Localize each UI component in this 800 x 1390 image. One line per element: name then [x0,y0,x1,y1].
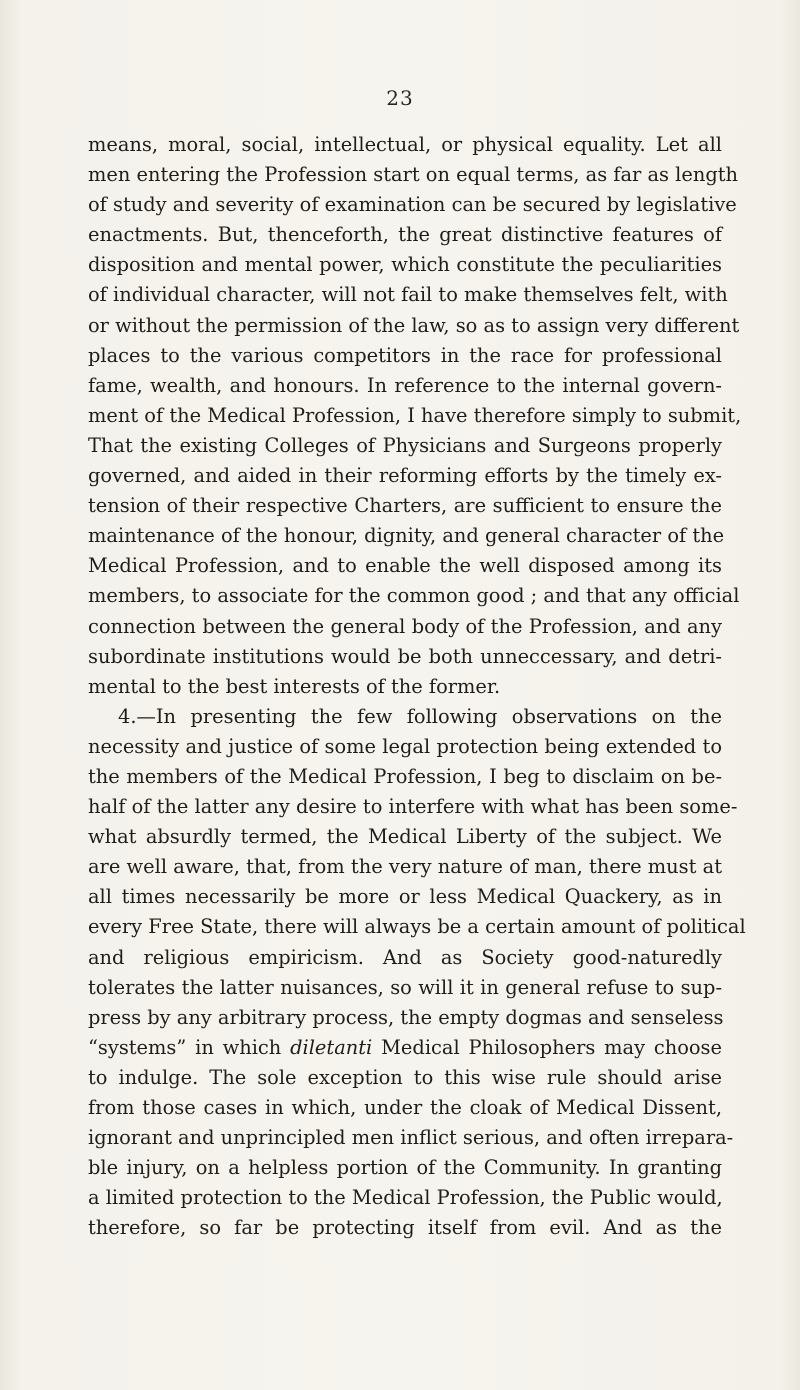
text-line: to indulge. The sole exception to this wise rule should arise [88,1065,722,1089]
text-line: or without the permission of the law, so as to assign very different [88,313,740,337]
page-number: 23 [386,86,414,110]
text-line: a limited protection to the Medical Profession, the Public would, [88,1186,723,1210]
text-segment: Medical Philosophers may choose [381,1035,722,1059]
text-line: are well aware, that, from the very nature of man, there must at [88,855,722,879]
paragraph-start-line: 4.—In presenting the few following observations on the [118,704,722,728]
italic-term: diletanti [290,1035,373,1059]
text-line: therefore, so far be protecting itself from evil. And as the [88,1216,722,1240]
text-line: men entering the Profession start on equal terms, as far as length [88,163,739,187]
text-line: maintenance of the honour, dignity, and general character of the [88,524,725,548]
text-line: of individual character, will not fail to make themselves felt, with [88,283,728,307]
text-line: ble injury, on a helpless portion of the Community. In granting [88,1156,722,1180]
text-line: means, moral, social, intellectual, or physical equality. Let all [88,133,722,156]
text-line: tolerates the latter nuisances, so will it in general refuse to sup- [88,975,722,999]
text-line: governed, and aided in their reforming efforts by the timely ex- [88,464,722,488]
text-line: ignorant and unprincipled men inflict serious, and often irrepara- [88,1126,734,1150]
text-line: fame, wealth, and honours. In reference to the internal govern- [88,373,722,397]
text-line: every Free State, there will always be a certain amount of political [88,915,746,939]
text-line: enactments. But, thenceforth, the great distinctive features of [88,223,722,247]
text-line: members, to associate for the common good ; and that any official [88,584,740,608]
text-line: all times necessarily be more or less Medical Quackery, as in [88,885,722,909]
text-line: necessity and justice of some legal protection being extended to [88,734,722,758]
text-line: ment of the Medical Profession, I have therefore simply to submit, [88,403,742,427]
text-line: disposition and mental power, which constitute the peculiarities [88,253,722,277]
text-line: from those cases in which, under the cloak of Medical Dissent, [88,1096,722,1119]
text-line: That the existing Colleges of Physicians and Surgeons properly [88,433,722,457]
text-line: the members of the Medical Profession, I beg to disclaim on be- [88,764,722,788]
text-line-mixed [88,1033,722,1063]
text-line: what absurdly termed, the Medical Liberty of the subject. We [88,825,722,849]
text-line: half of the latter any desire to interfere with what has been some- [88,795,738,819]
body-text [88,130,746,1243]
text-line: of study and severity of examination can be secured by legislative [88,193,737,217]
text-line: connection between the general body of the Profession, and any [88,614,722,638]
text-line: press by any arbitrary process, the empty dogmas and senseless [88,1005,724,1029]
text-line: subordinate institutions would be both unneccessary, and detri- [88,644,722,668]
text-line: places to the various competitors in the race for professional [88,343,722,367]
text-line: tension of their respective Charters, are sufficient to ensure the [88,494,722,518]
text-line: Medical Profession, and to enable the well disposed among its [88,554,722,578]
text-segment: “systems” in which [88,1035,282,1059]
text-line: mental to the best interests of the former. [88,674,501,698]
text-line: and religious empiricism. And as Society good-naturedly [88,945,722,969]
